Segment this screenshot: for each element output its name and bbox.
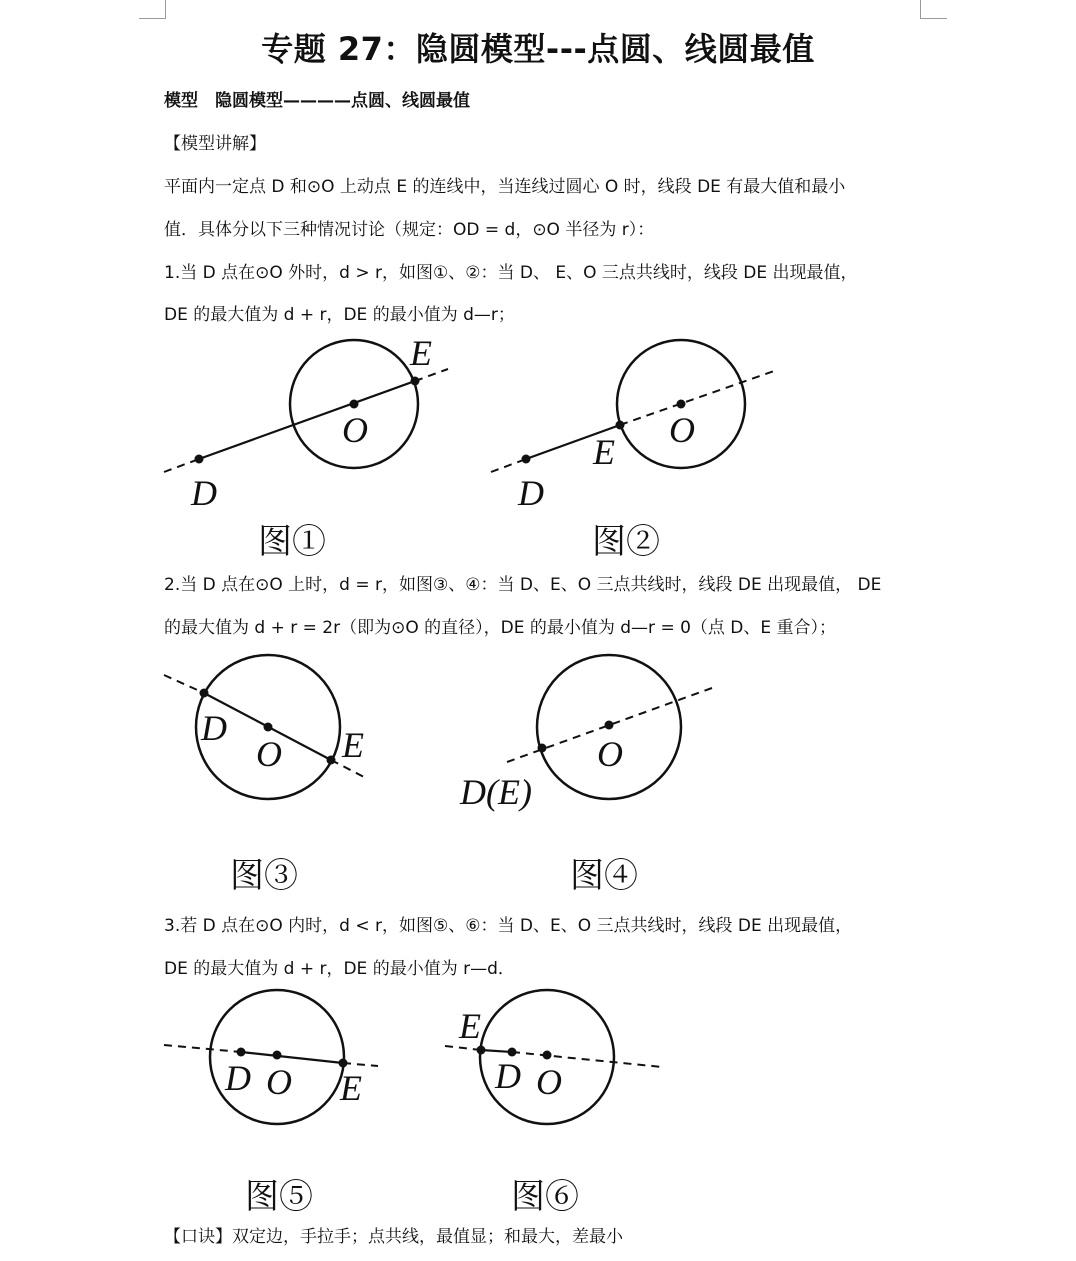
fig4-point-O bbox=[605, 721, 614, 730]
fig6-point-O bbox=[543, 1051, 552, 1060]
fig1-label-O: O bbox=[342, 410, 368, 450]
case2-line-1: 2.当 D 点在⊙O 上时，d = r，如图③、④：当 D、E、O 三点共线时，线段 DE 出现最值， DE bbox=[164, 575, 882, 595]
fig6-label-D: D bbox=[495, 1056, 521, 1096]
fig2-label-E: E bbox=[593, 432, 615, 472]
fig2-point-O bbox=[677, 400, 686, 409]
model-heading: 模型 隐圆模型————点圆、线圆最值 bbox=[164, 91, 470, 111]
fig2-label-O: O bbox=[669, 410, 695, 450]
fig4-label-O: O bbox=[597, 734, 623, 774]
case2-line-2: 的最大值为 d + r = 2r（即为⊙O 的直径），DE 的最小值为 d—r = 0（点 D、E 重合）； bbox=[164, 618, 837, 638]
fig5-point-O bbox=[273, 1051, 282, 1060]
fig2-dash-right bbox=[620, 371, 774, 425]
fig5-segment bbox=[241, 1052, 343, 1063]
fig5-label-E: E bbox=[340, 1068, 362, 1108]
figure-5-caption: 图⑤ bbox=[245, 1177, 313, 1217]
case3-line-2: DE 的最大值为 d + r，DE 的最小值为 r—d． bbox=[164, 959, 515, 979]
fig5-label-D: D bbox=[225, 1058, 251, 1098]
fig5-dash-left bbox=[164, 1045, 241, 1052]
figure-1-caption: 图① bbox=[258, 522, 326, 562]
figure-2-caption: 图② bbox=[592, 522, 660, 562]
fig3-point-D bbox=[200, 689, 209, 698]
fig3-label-E: E bbox=[342, 725, 364, 765]
fig5-point-D bbox=[237, 1048, 246, 1057]
fig2-label-D: D bbox=[518, 473, 544, 513]
case3-line-1: 3.若 D 点在⊙O 内时，d < r，如图⑤、⑥：当 D、E、O 三点共线时，线段 DE 出现最值， bbox=[164, 916, 853, 936]
fig3-point-E bbox=[327, 756, 336, 765]
fig1-point-E bbox=[411, 377, 420, 386]
fig1-dash-left bbox=[164, 459, 199, 472]
fig1-label-E: E bbox=[410, 333, 432, 373]
fig3-label-O: O bbox=[256, 734, 282, 774]
fig6-segment-ED bbox=[481, 1050, 512, 1052]
intro-line-2: 值．具体分以下三种情况讨论（规定：OD = d，⊙O 半径为 r）： bbox=[164, 220, 655, 240]
mnemonic: 【口诀】双定边，手拉手；点共线，最值显；和最大，差最小 bbox=[164, 1227, 623, 1247]
fig6-dash-left bbox=[445, 1046, 481, 1050]
case1-line-2: DE 的最大值为 d + r，DE 的最小值为 d—r； bbox=[164, 305, 515, 325]
fig4-label-DE: D(E) bbox=[460, 772, 532, 812]
fig6-dash-right bbox=[512, 1052, 662, 1067]
fig1-point-O bbox=[350, 400, 359, 409]
fig4-point-DE bbox=[538, 744, 547, 753]
fig2-point-E bbox=[616, 421, 625, 430]
figure-3-caption: 图③ bbox=[230, 856, 298, 896]
fig6-label-E: E bbox=[459, 1006, 481, 1046]
fig3-dash-left bbox=[164, 675, 204, 693]
fig5-dash-right bbox=[343, 1063, 378, 1066]
fig6-label-O: O bbox=[536, 1062, 562, 1102]
fig3-point-O bbox=[264, 723, 273, 732]
fig2-point-D bbox=[522, 455, 531, 464]
explain-heading: 【模型讲解】 bbox=[164, 134, 266, 154]
figure-4-caption: 图④ bbox=[570, 856, 638, 896]
fig6-point-E bbox=[477, 1046, 486, 1055]
figure-6-caption: 图⑥ bbox=[511, 1177, 579, 1217]
case1-line-1: 1.当 D 点在⊙O 外时，d > r，如图①、②：当 D、 E、O 三点共线时，线段 DE 出现最值， bbox=[164, 263, 858, 283]
page-title: 专题 27：隐圆模型---点圆、线圆最值 bbox=[261, 30, 815, 68]
fig5-label-O: O bbox=[266, 1062, 292, 1102]
fig5-point-E bbox=[339, 1059, 348, 1068]
intro-line-1: 平面内一定点 D 和⊙O 上动点 E 的连线中，当连线过圆心 O 时，线段 DE 有最大值和最小 bbox=[164, 177, 846, 197]
fig1-label-D: D bbox=[191, 473, 217, 513]
fig3-label-D: D bbox=[201, 708, 227, 748]
fig1-point-D bbox=[195, 455, 204, 464]
fig2-dash-left bbox=[491, 459, 526, 472]
